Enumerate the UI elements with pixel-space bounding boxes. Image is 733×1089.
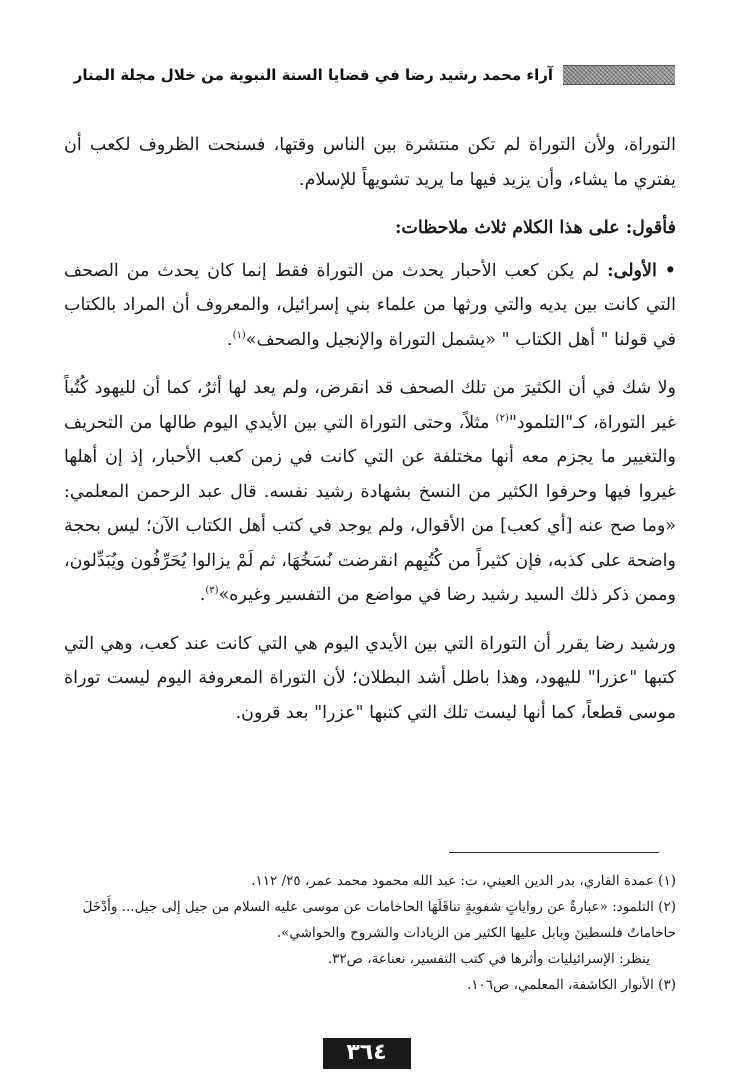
sentence-end: . [226, 329, 233, 350]
paragraph-text-a: ولا شك في أن الكثيرَ من تلك الصحف قد انقرض، ولم يعد لها أثرٌ، كما أن لليهود كُتُباً غير التوراة، كـ"التلمود" [64, 378, 676, 433]
paragraph-first-remark [64, 254, 676, 358]
paragraph-intro-remarks: فأقول: على هذا الكلام ثلاث ملاحظات: [394, 218, 676, 238]
footnote-divider [449, 852, 659, 853]
page-number: ٣٦٤ [323, 1038, 411, 1069]
footnote-ref: (٣) [205, 585, 219, 597]
footnote-2: (٢) التلمود: «عبارةٌ عن رواياتٍ شفويةٍ تناقَلَهَا الحاخامات عن موسى عليه السلام من جيل إلى جيل... وأَدْخَلَ حاخاماتُ فلسطينَ وبابل عليها الكثير من الزيادات والشروح والحواشي». [82, 899, 676, 941]
running-header [60, 62, 675, 88]
paragraph-scrolls [64, 371, 676, 613]
remark-text: لم يكن كعب الأحبار يحدث من التوراة فقط إنما كان يحدث من الصحف التي كانت بين يديه والتي ورثها من علماء بني إسرائيل، والمعروف أن المراد بالكتاب في قولنا " أهل الكتاب " «يشمل التوراة والإنجيل والصحف» [64, 260, 676, 350]
footnote-3: (٣) الأنوار الكاشفة، المعلمي، ص١٠٦. [466, 977, 676, 993]
remark-label: الأولى: [607, 260, 657, 281]
footnote-ref: (٢) [495, 412, 509, 424]
paragraph-1: التوراة، ولأن التوراة لم تكن منتشرة بين الناس وقتها، فسنحت الظروف لكعب أن يفتري ما يشاء، وأن يزيد فيها ما يريد تشويهاً للإسلام. [64, 135, 676, 190]
footnotes [64, 868, 676, 998]
header-title: آراء محمد رشيد رضا في قضايا السنة النبوية من خلال مجلة المنار [73, 66, 553, 84]
main-text [64, 128, 676, 744]
paragraph-rashid-rida: ورشيد رضا يقرر أن التوراة التي بين الأيدي اليوم هي التي كانت عند كعب، وهي التي كتبها "عزرا" لليهود، وهذا باطل أشد البطلان؛ لأن التوراة المعروفة اليوم ليست توراة موسى قطعاً، كما أنها ليست تلك التي كتبها "عزرا" بعد قرون. [64, 633, 676, 723]
paragraph-text-b: مثلاً، وحتى التوراة التي بين الأيدي اليوم طالها من التحريف والتغيير ما يجزم معه أنها مختلفة عن التي كانت في زمن كعب الأحبار، إذ إن أهلها غيروا فيها وحرفوا الكثير من النسخ بشهادة رشيد نفسه. قال عبد الرحمن المعلمي: «وما صح عنه [أي كعب] من الأقوال، ولم يوجد في كتب أهل الكتاب الآن؛ ليس بحجة واضحة على كذبه، فإن كثيراً من كُتُبِهم انقرضت نُسَخُهَا، ثم لَمْ يزالوا يُحَرِّفُون ويُبَدِّلون، وممن ذكر ذلك السيد رشيد رضا في مواضع من التفسير وغيره» [64, 412, 676, 605]
sentence-end: . [199, 585, 206, 605]
bullet-icon: • [664, 260, 676, 281]
header-ornament-bar [563, 65, 675, 85]
footnote-2-source: ينظر: الإسرائيليات وأثرها في كتب التفسير، نعناعة، ص٣٢. [327, 951, 650, 967]
footnote-1: (١) عمدة القاري، بدر الدين العيني، ت: عبد الله محمود محمد عمر، ٢٥/ ١١٢. [251, 873, 676, 889]
footnote-ref: (١) [232, 329, 246, 341]
